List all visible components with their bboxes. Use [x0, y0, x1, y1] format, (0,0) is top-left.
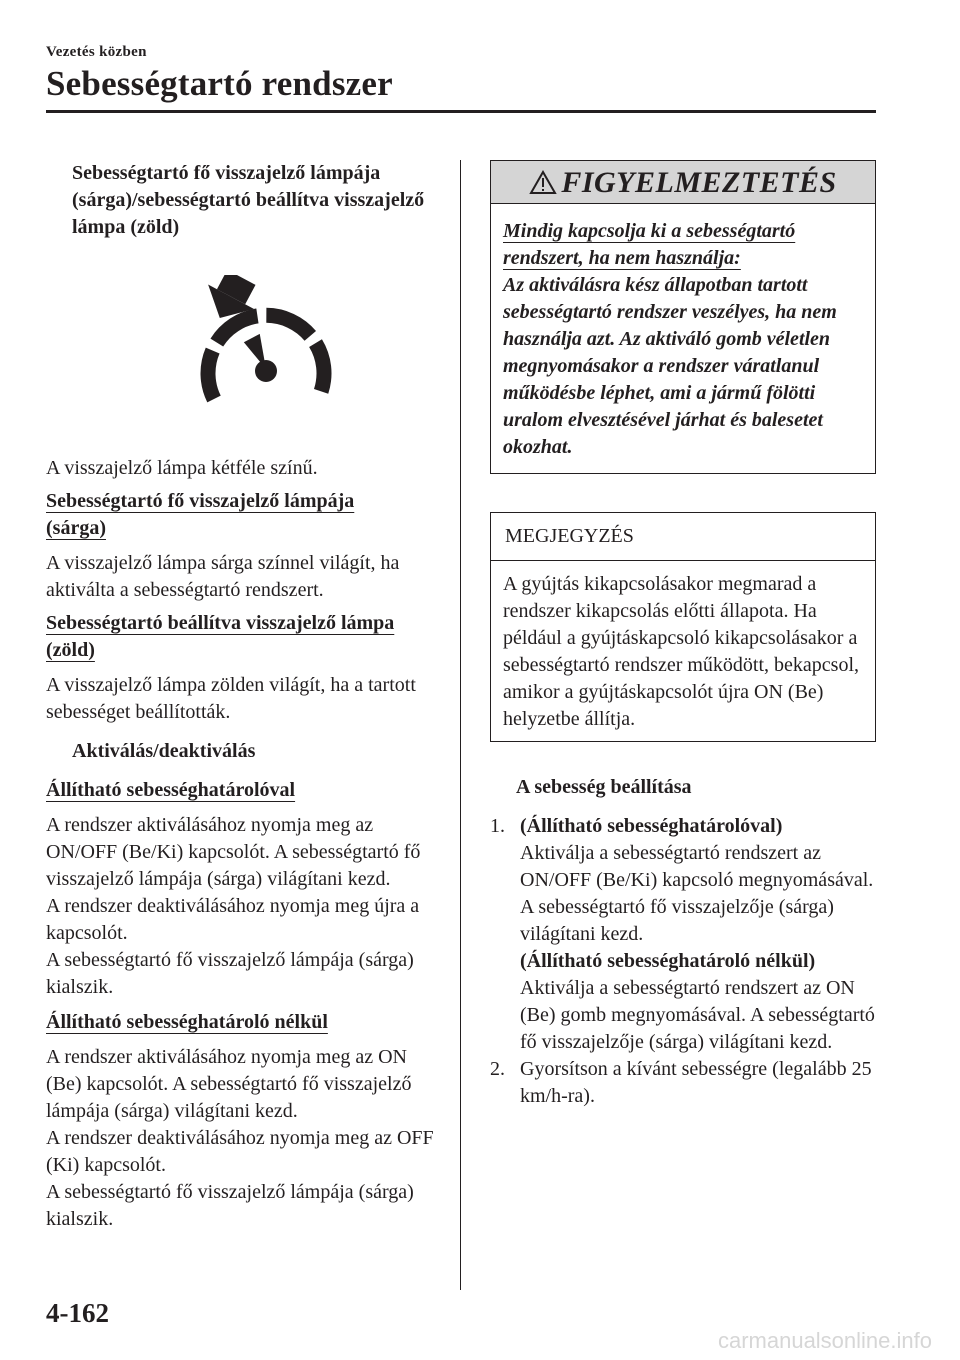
list-item — [490, 813, 876, 1056]
indicator-heading: Sebességtartó fő visszajelző lámpája (sárga)/sebességtartó beállítva visszajelző lámpa (zöld) — [72, 162, 425, 238]
warning-title: FIGYELMEZTETÉS — [561, 165, 837, 199]
warning-body — [491, 204, 875, 473]
with-limiter-heading: Állítható sebességhatárolóval — [46, 779, 296, 801]
amber-indicator-heading: Sebességtartó fő visszajelző lámpája (sárga) — [46, 490, 355, 539]
step-number: 2. — [490, 1058, 505, 1080]
note-box — [490, 512, 876, 742]
with-limiter-text: A rendszer aktiválásához nyomja meg az ON/OFF (Be/Ki) kapcsolót. A sebességtartó fő visszajelző lámpája (sárga) világítani kezd. A rendszer deaktiválásához nyomja meg újra a kapcsolót. A sebességtartó fő visszajelző lámpája (sárga) kialszik. — [46, 814, 421, 998]
warning-header — [491, 161, 875, 204]
list-item — [490, 1056, 876, 1110]
step-text: Aktiválja a sebességtartó rendszert az ON/OFF (Be/Ki) kapcsoló megnyomásával. A sebességtartó fő visszajelzője (sárga) világítani kezd. — [520, 842, 874, 945]
warning-triangle-icon — [529, 170, 557, 195]
watermark: carmanualsonline.info — [717, 1328, 932, 1353]
warning-text: Az aktiválásra kész állapotban tartott sebességtartó rendszer veszélyes, ha nem használja azt. Az aktiváló gomb véletlen megnyomásakor a rendszer váratlanul működésbe léphet, ami a jármű fölötti uralom elvesztésével járhat és balesetet okozhat. — [503, 274, 837, 458]
activation-heading: Aktiválás/deaktiválás — [72, 740, 256, 762]
header-rule — [46, 110, 876, 113]
step-subheading: (Állítható sebességhatároló nélkül) — [520, 950, 816, 972]
right-column — [490, 160, 876, 1110]
without-limiter-heading: Állítható sebességhatároló nélkül — [46, 1011, 328, 1033]
step-subheading: (Állítható sebességhatárolóval) — [520, 815, 783, 837]
step-text: Aktiválja a sebességtartó rendszert az ON (Be) gomb megnyomásával. A sebességtartó fő visszajelzője (sárga) világítani kezd. — [520, 977, 875, 1053]
page-title: Sebességtartó rendszer — [46, 64, 393, 103]
note-title: MEGJEGYZÉS — [491, 513, 875, 561]
step-text: Gyorsítson a kívánt sebességre (legalább 25 km/h-ra). — [520, 1058, 872, 1107]
note-text: A gyújtás kikapcsolásakor megmarad a rendszer kikapcsolás előtti állapota. Ha például a gyújtáskapcsoló kikapcsolásakor a sebességtartó rendszer működött, bekapcsol, amikor a gyújtáskapcsolót újra ON (Be) helyzetbe állítja. — [503, 573, 860, 730]
step-number: 1. — [490, 815, 505, 837]
green-indicator-heading: Sebességtartó beállítva visszajelző lámpa (zöld) — [46, 612, 395, 661]
amber-indicator-text: A visszajelző lámpa sárga színnel világít, ha aktiválta a sebességtartó rendszert. — [46, 552, 400, 601]
column-divider — [460, 160, 461, 1290]
warning-box — [490, 160, 876, 474]
page-number: 4-162 — [46, 1298, 109, 1328]
speed-setting-heading: A sebesség beállítása — [516, 776, 692, 798]
indicator-intro: A visszajelző lámpa kétféle színű. — [46, 457, 318, 479]
warning-subtitle: Mindig kapcsolja ki a sebességtartó rendszert, ha nem használja: — [503, 220, 796, 269]
speed-setting-steps — [490, 813, 876, 1110]
section-label: Vezetés közben — [46, 44, 147, 60]
left-column — [46, 160, 436, 1233]
green-indicator-text: A visszajelző lámpa zölden világít, ha a tartott sebességet beállították. — [46, 674, 416, 723]
cruise-control-speedometer-icon — [186, 275, 346, 427]
indicator-figure — [46, 275, 436, 427]
without-limiter-text: A rendszer aktiválásához nyomja meg az ON (Be) kapcsolót. A sebességtartó fő visszajelző lámpája (sárga) világítani kezd. A rendszer deaktiválásához nyomja meg az OFF (Ki) kapcsolót. A sebességtartó fő visszajelző lámpája (sárga) kialszik. — [46, 1046, 434, 1230]
